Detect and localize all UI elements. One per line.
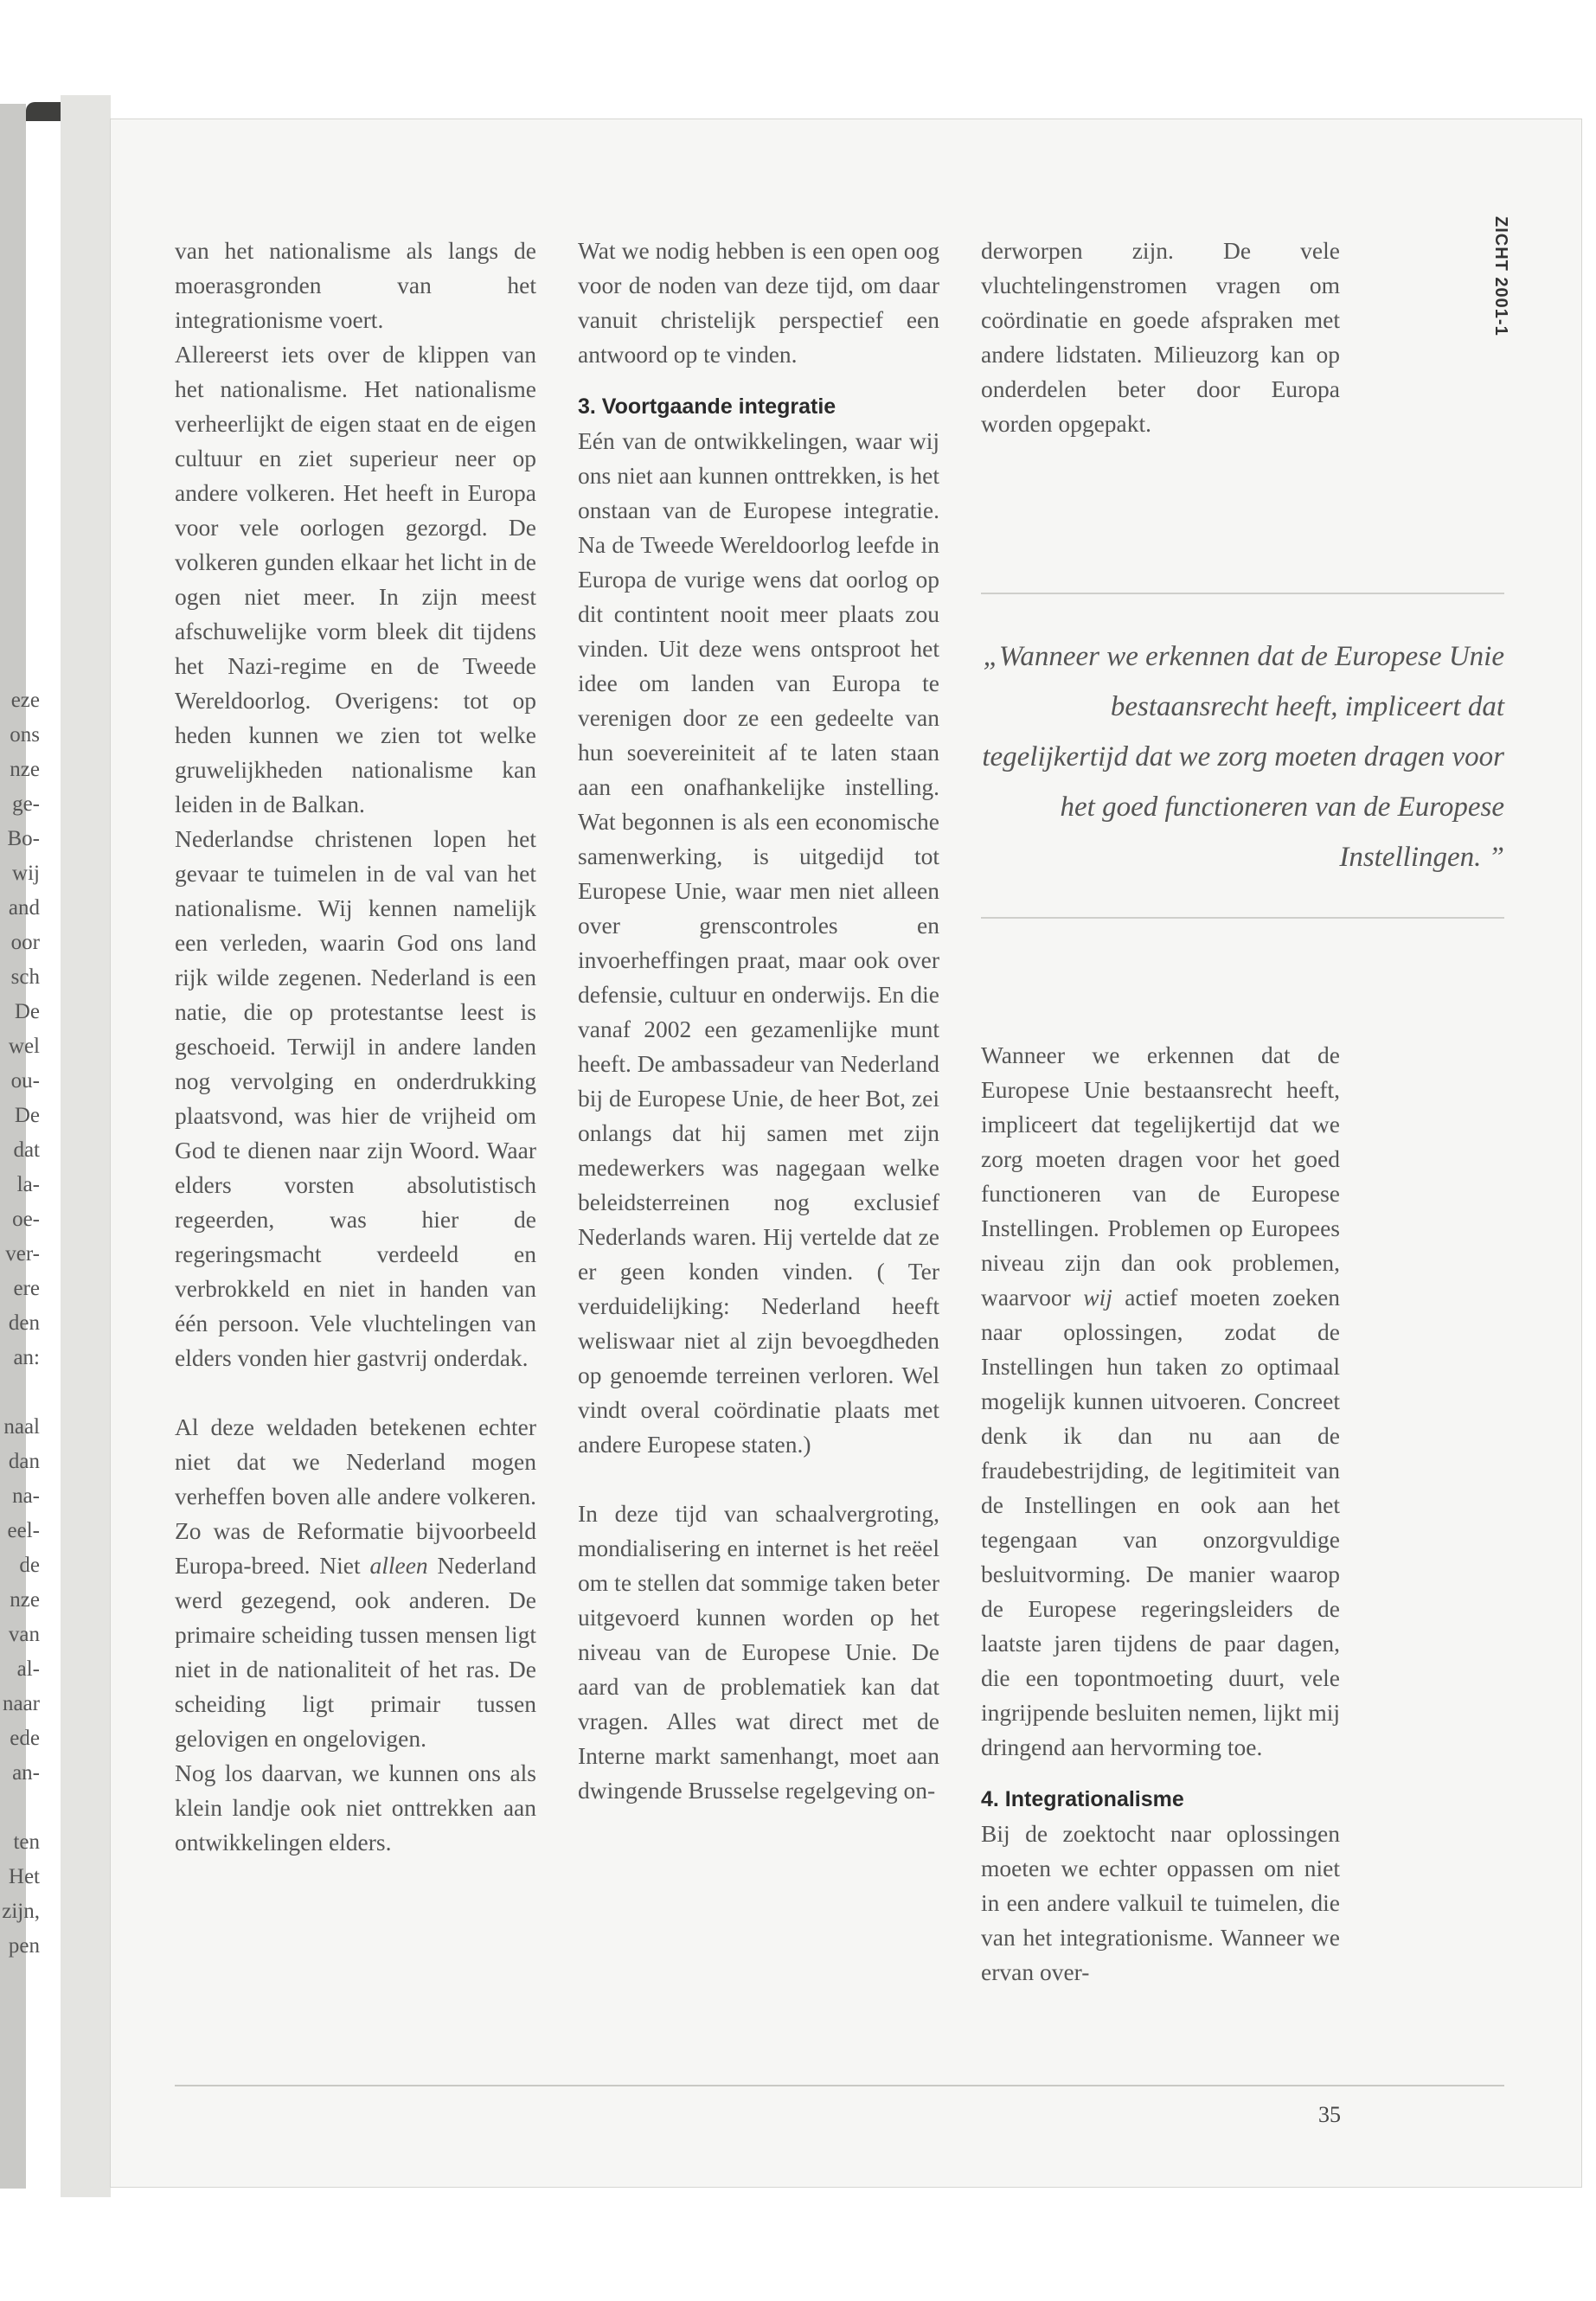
left-page-fragment: pen: [8, 1934, 40, 1958]
pullquote-rule-bottom: [981, 917, 1504, 919]
left-page-fragment: de: [19, 1554, 40, 1577]
left-page-fragment: la-: [16, 1173, 40, 1196]
left-page-fragment: nze: [10, 758, 40, 781]
left-page-fragment: ver-: [5, 1242, 40, 1266]
left-page-fragment: nze: [10, 1588, 40, 1612]
left-page-fragment: an-: [12, 1761, 40, 1785]
emphasis: alleen: [369, 1552, 428, 1579]
left-page-fragment: eze: [10, 689, 40, 712]
pullquote-rule-top: [981, 593, 1504, 594]
left-page-fragment: naar: [2, 1692, 40, 1715]
running-head-text: ZICHT 2001-1: [1491, 216, 1510, 336]
column-2: [578, 234, 939, 1808]
left-page-fragment: and: [8, 896, 40, 920]
left-page-fragment: dat: [13, 1138, 40, 1162]
left-page-fragment: eel-: [7, 1519, 40, 1542]
left-page-fragment: Het: [8, 1865, 40, 1888]
paragraph: Bij de zoektocht naar oplossingen moeten we echter oppassen om niet in een andere valkuil te tuimelen, die van het integrationisme. Wanneer we ervan over-: [981, 1820, 1340, 1985]
left-page-fragment: dan: [8, 1450, 40, 1473]
left-page-fragment: De: [14, 1104, 40, 1127]
emphasis: wij: [1083, 1284, 1112, 1311]
left-page-fragment: Bo-: [7, 827, 40, 850]
running-head: [1486, 216, 1521, 389]
left-page-fragment: De: [14, 1000, 40, 1023]
page-number: 35: [1318, 2102, 1341, 2127]
left-page-fragment: ere: [13, 1277, 40, 1300]
left-page-fragment: ten: [13, 1830, 40, 1854]
left-page-fragment: al-: [16, 1657, 40, 1681]
left-page-fragment: zijn,: [2, 1900, 40, 1923]
left-page-fragment: na-: [12, 1484, 40, 1508]
left-page-fragment: sch: [10, 965, 40, 989]
left-page-fragment: ons: [10, 723, 40, 747]
left-page-fragment: wij: [12, 862, 40, 885]
left-page-text-fragments: [0, 683, 40, 1964]
left-page-fragment: ede: [10, 1727, 40, 1750]
left-page-fragment: den: [8, 1311, 40, 1335]
paragraph: Wat we nodig hebben is een open oog voor de noden van deze tijd, om daar vanuit christelijk perspectief een antwoord op te vinden.: [578, 237, 939, 368]
page-gutter: [61, 95, 111, 2197]
paragraph: derworpen zijn. De vele vluchtelingenstromen vragen om coördinatie en goede afspraken met andere lidstaten. Milieuzorg kan op onderdelen beter door Europa worden opgepakt.: [981, 237, 1340, 437]
paragraph: In deze tijd van schaalvergroting, mondialisering en internet is het reëel om te stellen dat sommige taken beter uitgevoerd kunnen worden op het niveau van de Europese Unie. De aard van de problematiek kan dat vragen. Alles wat direct met de Interne markt samenhangt, moet aan dwingende Brusselse regelgeving on-: [578, 1500, 939, 1804]
paragraph: Nederlandse christenen lopen het gevaar te tuimelen in de val van het nationalisme. Wij kennen namelijk een verleden, waarin God ons land rijk wilde zegenen. Nederland is een natie, die op protestantse leest is geschoeid. Terwijl in andere landen nog vervolging en onderdrukking plaatsvond, was hier de vrijheid om God te dienen naar zijn Woord. Waar elders vorsten absolutistisch regeerden, was hier de regeringsmacht verdeeld en verbrokkeld en niet in handen van één persoon. Vele vluchtelingen van elders vonden hier gastvrij onderdak.: [175, 825, 536, 1371]
left-page-fragment: naal: [3, 1415, 40, 1439]
paragraph: van het nationalisme als langs de moerasgronden van het integrationisme voert.: [175, 237, 536, 333]
left-page-fragment: oor: [10, 931, 40, 954]
paragraph: Al deze weldaden betekenen echter niet dat we Nederland mogen verheffen boven alle andere volkeren. Zo was de Reformatie bijvoorbeeld Europa-breed. Niet alleen Nederland werd gezegend, ook anderen. De primaire scheiding tussen mensen ligt niet in de nationaliteit of het ras. De scheiding ligt primair tussen gelovigen en ongelovigen.: [175, 1413, 536, 1752]
left-page-fragment: ou-: [10, 1069, 40, 1093]
paragraph: Wanneer we erkennen dat de Europese Unie bestaansrecht heeft, impliceert dat tegelijkertijd dat we zorg moeten dragen voor het goed functioneren van de Europese Instellingen. Problemen op Europees niveau zijn dan ook problemen, waarvoor wij actief moeten zoeken naar oplossingen, zodat de Instellingen hun taken zo optimaal mogelijk kunnen uitvoeren. Concreet denk ik dan nu aan de fraudebestrijding, de legitimiteit van de Instellingen en ook aan het tegengaan van onzorgvuldige besluitvorming. De manier waarop de Europese regeringsleiders de laatste jaren tijdens de paar dagen, die een topontmoeting duurt, vele ingrijpende besluiten nemen, lijkt mij dringend aan hervorming toe.: [981, 1042, 1340, 1760]
left-page-fragment: van: [8, 1623, 40, 1646]
left-page-fragment: wel: [8, 1035, 40, 1058]
column-3-top: [981, 234, 1340, 441]
left-page-fragment: an:: [13, 1346, 40, 1369]
left-page-fragment: ge-: [12, 792, 40, 816]
left-page-fragment: oe-: [12, 1208, 40, 1231]
paragraph: Nog los daarvan, we kunnen ons als klein landje ook niet onttrekken aan ontwikkelingen elders.: [175, 1759, 536, 1856]
section-heading: 3. Voortgaande integratie: [578, 394, 836, 419]
paragraph: Allereerst iets over de klippen van het nationalisme. Het nationalisme verheerlijkt de eigen staat en de eigen cultuur en ziet superieur neer op andere volkeren. Het heeft in Europa voor vele oorlogen gezorgd. De volkeren gunden elkaar het licht in de ogen niet meer. In zijn meest afschuwelijke vorm bleek dit tijdens het Nazi-regime en de Tweede Wereldoorlog. Overigens: tot op heden kunnen we zien tot welke gruwelijkheden nationalisme kan leiden in de Balkan.: [175, 341, 536, 817]
footer-rule: [175, 2085, 1504, 2086]
column-1: [175, 234, 536, 1860]
pullquote: „Wanneer we erkennen dat de Europese Unie bestaansrecht heeft, impliceert dat tegelijkertijd dat we zorg moeten dragen voor het goed functioneren van de Europese Instellingen. ”: [982, 641, 1504, 873]
paragraph: Eén van de ontwikkelingen, waar wij ons niet aan kunnen onttrekken, is het onstaan van de Europese integratie. Na de Tweede Wereldoorlog leefde in Europa de vurige wens dat oorlog op dit contintent nooit meer plaats zou vinden. Uit deze wens ontsproot het idee om landen van Europa te verenigen door ze een gedeelte van hun soevereiniteit af te laten staan aan een onafhankelijke instelling. Wat begonnen is als een economische samenwerking, is uitgedijd tot Europese Unie, waar men niet alleen over grenscontroles en invoerheffingen praat, maar ook over defensie, cultuur en onderwijs. En die vanaf 2002 een gezamenlijke munt heeft. De ambassadeur van Nederland bij de Europese Unie, de heer Bot, zei onlangs dat hij samen met zijn medewerkers was nagegaan welke beleidsterreinen nog exclusief Nederlands waren. Hij vertelde dat ze er geen konden vinden. ( Ter verduidelijking: Nederland heeft weliswaar niet al zijn bevoegdheden op genoemde terreinen verloren. Wel vindt overal coördinatie plaats met andere Europese staten.): [578, 427, 939, 1458]
section-heading: 4. Integrationalisme: [981, 1787, 1184, 1811]
column-3-bottom: [981, 1038, 1340, 1990]
